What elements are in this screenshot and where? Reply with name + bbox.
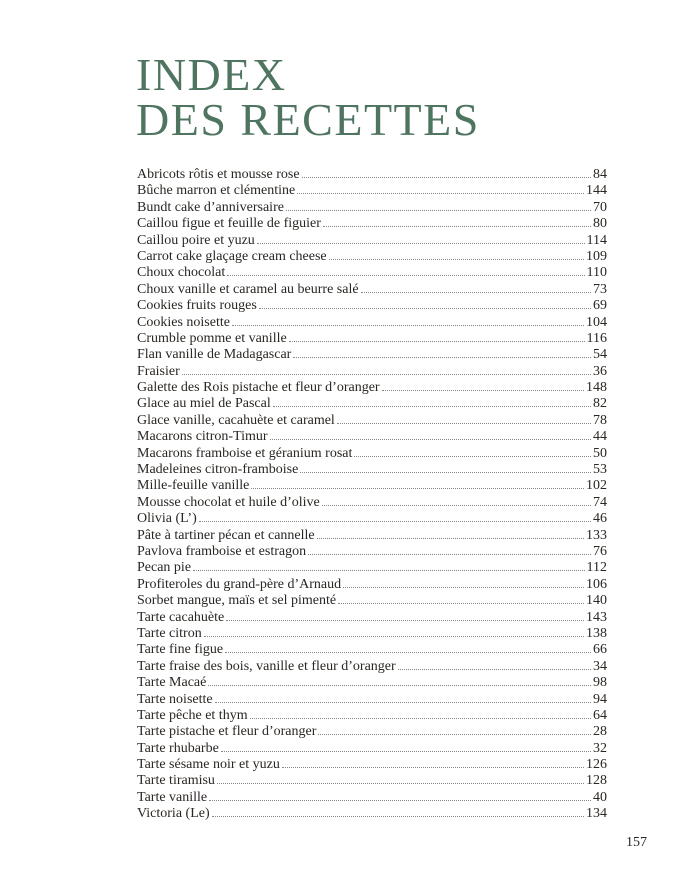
dot-leader [323,226,591,227]
page-ref: 133 [586,527,607,543]
dot-leader [217,783,584,784]
dot-leader [302,177,591,178]
index-entry [137,396,607,412]
recipe-name: Tarte vanille [137,789,208,805]
index-entry [137,249,607,265]
recipe-name: Cookies fruits rouges [137,298,257,314]
page-ref: 44 [593,429,607,445]
recipe-name: Tarte fine figue [137,642,224,658]
page-ref: 98 [593,675,607,691]
page-ref: 64 [593,707,607,723]
recipe-name: Tarte pêche et thym [137,707,248,723]
page-ref: 143 [586,609,607,625]
dot-leader [221,751,591,752]
page-ref: 50 [593,445,607,461]
index-entry [137,577,607,593]
dot-leader [257,243,585,244]
dot-leader [293,357,591,358]
index-entry [137,364,607,380]
page-ref: 40 [593,789,607,805]
page-ref: 69 [593,298,607,314]
page-ref: 148 [586,380,607,396]
page-ref: 76 [593,543,607,559]
dot-leader [286,210,591,211]
page-ref: 82 [593,396,607,412]
dot-leader [250,718,591,719]
recipe-name: Tarte citron [137,625,202,641]
page-ref: 140 [586,593,607,609]
recipe-name: Bundt cake d’anniversaire [137,199,284,215]
dot-leader [322,505,591,506]
recipe-name: Choux chocolat [137,265,226,281]
page-ref: 66 [593,642,607,658]
recipe-name: Pecan pie [137,560,192,576]
index-entry [137,216,607,232]
index-entry [137,528,607,544]
recipe-name: Tarte rhubarbe [137,740,219,756]
dot-leader [209,800,591,801]
dot-leader [259,308,591,309]
recipe-name: Madeleines citron-framboise [137,462,299,478]
recipe-name: Flan vanille de Madagascar [137,347,292,363]
dot-leader [204,636,584,637]
recipe-name: Tarte noisette [137,691,213,707]
recipe-name: Choux vanille et caramel au beurre salé [137,281,359,297]
dot-leader [343,587,584,588]
dot-leader [251,488,584,489]
page-title [136,49,480,145]
page-ref: 28 [593,724,607,740]
recipe-name: Caillou poire et yuzu [137,232,255,248]
index-entry [137,331,607,347]
recipe-name: Pâte à tartiner pécan et cannelle [137,527,315,543]
index-entry [137,659,607,675]
recipe-name: Olivia (L’) [137,511,197,527]
dot-leader [289,341,585,342]
index-entry [137,380,607,396]
dot-leader [300,472,591,473]
recipe-name: Tarte Macaé [137,675,207,691]
page-ref: 126 [586,757,607,773]
index-entry [137,429,607,445]
page-ref: 144 [586,183,607,199]
index-entry [137,298,607,314]
page-number: 157 [626,835,647,850]
page-ref: 128 [586,773,607,789]
title-line-2: DES RECETTES [136,94,480,145]
index-entry [137,626,607,642]
dot-leader [337,423,591,424]
page-ref: 134 [586,806,607,822]
dot-leader [338,603,584,604]
recipe-name: Pavlova framboise et estragon [137,543,307,559]
dot-leader [226,620,584,621]
index-entry [137,200,607,216]
page-ref: 84 [593,167,607,182]
page-ref: 114 [586,232,607,248]
index-entry [137,282,607,298]
page-ref: 106 [586,576,607,592]
page-ref: 46 [593,511,607,527]
dot-leader [398,669,591,670]
recipe-name: Tarte sésame noir et yuzu [137,757,280,773]
recipe-name: Carrot cake glaçage cream cheese [137,248,327,264]
recipe-name: Galette des Rois pistache et fleur d’oranger [137,380,380,396]
page-ref: 70 [593,199,607,215]
page-ref: 54 [593,347,607,363]
index-entry [137,593,607,609]
index-entry [137,757,607,773]
page-ref: 110 [586,265,607,281]
dot-leader [382,390,584,391]
index-entry [137,806,607,822]
dot-leader [361,292,591,293]
dot-leader [227,275,584,276]
recipe-name: Crumble pomme et vanille [137,330,287,346]
recipe-index-list [137,167,607,823]
dot-leader [270,439,591,440]
recipe-name: Macarons citron-Timur [137,429,268,445]
dot-leader [354,456,591,457]
recipe-name: Victoria (Le) [137,806,210,822]
page-ref: 138 [586,625,607,641]
page-ref: 36 [593,363,607,379]
index-entry [137,724,607,740]
recipe-name: Abricots rôtis et mousse rose [137,167,300,182]
recipe-name: Glace vanille, cacahuète et caramel [137,412,335,428]
index-entry [137,675,607,691]
index-entry [137,233,607,249]
index-entry [137,446,607,462]
page-ref: 104 [586,314,607,330]
dot-leader [182,374,591,375]
dot-leader [282,767,584,768]
dot-leader [317,538,584,539]
index-entry [137,773,607,789]
page-ref: 80 [593,216,607,232]
page-ref: 34 [593,658,607,674]
recipe-name: Mousse chocolat et huile d’olive [137,494,320,510]
page-ref: 74 [593,494,607,510]
page-ref: 53 [593,462,607,478]
recipe-name: Fraisier [137,363,180,379]
dot-leader [297,193,584,194]
recipe-name: Cookies noisette [137,314,230,330]
index-entry [137,413,607,429]
index-entry [137,741,607,757]
index-entry [137,790,607,806]
page-ref: 94 [593,691,607,707]
recipe-name: Mille-feuille vanille [137,478,250,494]
page-ref: 73 [593,281,607,297]
recipe-name: Tarte tiramisu [137,773,215,789]
page-ref: 116 [586,330,607,346]
index-entry [137,347,607,363]
dot-leader [273,406,591,407]
page-ref: 109 [586,248,607,264]
dot-leader [225,652,591,653]
dot-leader [208,685,591,686]
index-entry [137,511,607,527]
dot-leader [329,259,584,260]
index-entry [137,265,607,281]
dot-leader [199,521,591,522]
index-entry [137,495,607,511]
index-entry [137,642,607,658]
index-entry [137,183,607,199]
recipe-name: Bûche marron et clémentine [137,183,296,199]
page-ref: 78 [593,412,607,428]
index-entry [137,315,607,331]
index-entry [137,462,607,478]
dot-leader [215,702,591,703]
index-entry [137,708,607,724]
index-entry [137,610,607,626]
recipe-name: Glace au miel de Pascal [137,396,271,412]
recipe-name: Tarte fraise des bois, vanille et fleur d’oranger [137,658,396,674]
index-entry [137,167,607,183]
recipe-name: Macarons framboise et géranium rosat [137,445,353,461]
page-ref: 102 [586,478,607,494]
recipe-name: Tarte pistache et fleur d’oranger [137,724,317,740]
page-ref: 32 [593,740,607,756]
dot-leader [193,570,584,571]
recipe-name: Tarte cacahuète [137,609,225,625]
dot-leader [232,325,584,326]
recipe-name: Caillou figue et feuille de figuier [137,216,321,232]
recipe-name: Profiteroles du grand-père d’Arnaud [137,576,342,592]
page-ref: 112 [586,560,607,576]
dot-leader [318,734,591,735]
dot-leader [212,816,584,817]
index-entry [137,478,607,494]
title-line-1: INDEX [136,49,287,100]
recipe-name: Sorbet mangue, maïs et sel pimenté [137,593,337,609]
index-entry [137,544,607,560]
index-entry [137,560,607,576]
dot-leader [308,554,591,555]
index-entry [137,692,607,708]
